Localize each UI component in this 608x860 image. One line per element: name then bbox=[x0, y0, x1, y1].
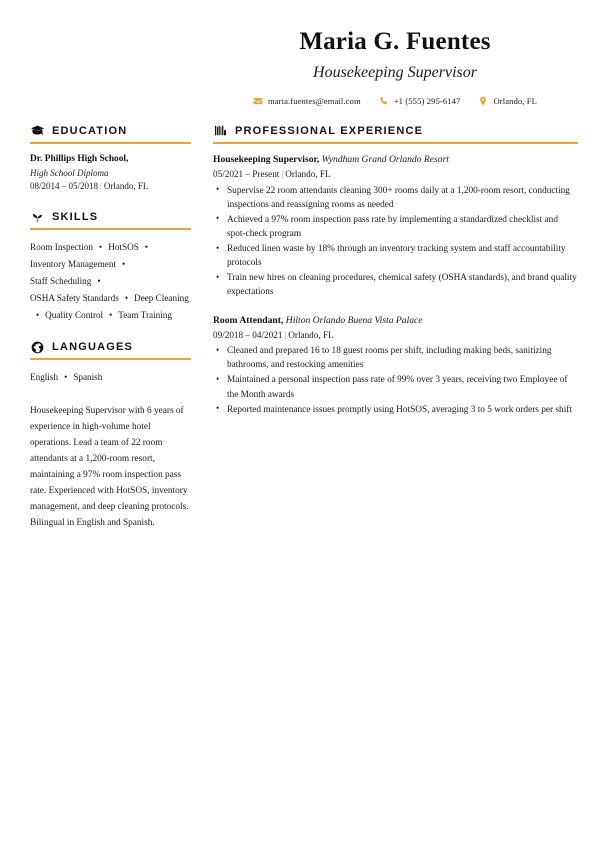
job-meta bbox=[213, 167, 578, 181]
job-company: Wyndham Grand Orlando Resort bbox=[321, 153, 449, 165]
sidebar-column bbox=[30, 124, 202, 532]
section-languages-header bbox=[30, 340, 191, 354]
phone-icon bbox=[379, 96, 389, 106]
contact-location-value: Orlando, FL bbox=[493, 95, 538, 106]
page-title: Maria G. Fuentes bbox=[299, 28, 491, 55]
list-item: Team Training bbox=[118, 310, 172, 321]
bullet-separator-icon: • bbox=[99, 242, 103, 252]
list-item: Deep Cleaning bbox=[133, 293, 189, 304]
bullet-separator-icon: • bbox=[36, 310, 40, 321]
list-item: • Reduced linen waste by 18% through an inventory tracking system and staff accountability protocols bbox=[213, 242, 578, 270]
list-item: English bbox=[30, 372, 59, 383]
globe-icon bbox=[30, 340, 44, 354]
seedling-icon bbox=[30, 210, 44, 224]
list-item: • Maintained a personal inspection pass rate of 99% over 3 years, receiving two Employee of the Month awards bbox=[213, 373, 578, 401]
contact-phone-value: +1 (555) 295-6147 bbox=[393, 95, 461, 106]
job-meta bbox=[213, 328, 578, 342]
section-education-header bbox=[30, 124, 191, 138]
list-item: • Reported maintenance issues promptly using HotSOS, averaging 3 to 5 work orders per shift bbox=[213, 403, 578, 417]
job-location: Orlando, FL bbox=[288, 329, 334, 340]
job-role: Housekeeping Supervisor, bbox=[213, 153, 320, 165]
job-location: Orlando, FL bbox=[285, 169, 331, 180]
list-item: Spanish bbox=[73, 372, 103, 383]
skills-list bbox=[30, 239, 191, 324]
section-experience-header bbox=[213, 124, 578, 138]
contact-location[interactable] bbox=[478, 96, 537, 106]
section-divider bbox=[30, 142, 191, 144]
list-item: • Supervise 22 room attendants cleaning 300+ rooms daily at a 1,200-room resort, conducting inspections and reassigning rooms as needed bbox=[213, 184, 578, 212]
education-dates: 08/2014 – 05/2018 bbox=[30, 181, 99, 192]
list-item: • Cleaned and prepared 16 to 18 guest rooms per shift, including making beds, sanitizing bathrooms, and restocking amenities bbox=[213, 344, 578, 372]
section-skills-header bbox=[30, 210, 191, 224]
section-languages bbox=[30, 340, 191, 386]
list-item: HotSOS bbox=[108, 242, 139, 252]
header-job-title: Housekeeping Supervisor bbox=[313, 63, 477, 81]
bullet-separator-icon: • bbox=[121, 259, 126, 270]
contact-phone[interactable] bbox=[379, 96, 461, 106]
education-meta bbox=[30, 180, 191, 194]
list-item: Staff Scheduling bbox=[30, 276, 92, 287]
experience-entry bbox=[213, 314, 578, 417]
list-item: • Achieved a 97% room inspection pass rate by implementing a standardized checklist and spot-check program bbox=[213, 213, 578, 241]
section-education bbox=[30, 124, 191, 194]
experience-column bbox=[202, 124, 578, 433]
list-item: • Train new hires on cleaning procedures, chemical safety (OSHA standards), and brand quality expectations bbox=[213, 271, 578, 299]
section-divider bbox=[30, 358, 191, 360]
resume-body bbox=[0, 106, 608, 532]
section-experience bbox=[213, 124, 578, 417]
languages-list bbox=[30, 369, 191, 386]
bullet-separator-icon: • bbox=[97, 276, 101, 287]
section-education-title: EDUCATION bbox=[52, 124, 128, 137]
job-separator: | bbox=[284, 329, 287, 340]
building-icon bbox=[213, 124, 227, 138]
job-separator: | bbox=[281, 169, 284, 180]
job-role: Room Attendant, bbox=[213, 314, 284, 326]
job-bullet-list bbox=[213, 184, 578, 300]
job-bullet-list bbox=[213, 344, 578, 417]
bullet-separator-icon: • bbox=[64, 372, 68, 383]
bullet-separator-icon: • bbox=[144, 242, 148, 252]
job-dates: 09/2018 – 04/2021 bbox=[213, 329, 283, 340]
education-location: Orlando, FL bbox=[103, 181, 149, 192]
graduation-cap-icon bbox=[30, 124, 44, 138]
education-school: Dr. Phillips High School, bbox=[30, 153, 129, 164]
envelope-icon bbox=[253, 96, 263, 106]
map-pin-icon bbox=[478, 96, 488, 106]
contact-email-value: maria.fuentes@email.com bbox=[267, 95, 361, 106]
job-company: Hilton Orlando Buena Vista Palace bbox=[285, 314, 423, 326]
section-experience-title: PROFESSIONAL EXPERIENCE bbox=[235, 124, 424, 137]
experience-entry bbox=[213, 153, 578, 300]
education-entry bbox=[30, 153, 191, 194]
education-degree: High School Diploma bbox=[30, 167, 109, 178]
education-separator: | bbox=[100, 181, 102, 192]
section-skills bbox=[30, 210, 191, 324]
bullet-separator-icon: • bbox=[124, 293, 128, 304]
contact-email[interactable] bbox=[253, 96, 361, 106]
section-languages-title: LANGUAGES bbox=[52, 341, 134, 354]
section-skills-title: SKILLS bbox=[52, 211, 99, 223]
job-dates: 05/2021 – Present bbox=[213, 169, 280, 180]
contact-row bbox=[212, 96, 578, 106]
professional-summary: Housekeeping Supervisor with 6 years of experience in high-volume hotel operations. Lead a team of 22 room attendants at a 1,200-room resort, maintaining a 97% room inspection pass rate. Experienced with HotSOS, inventory management, and deep cleaning protocols. Bilingual in English and Spanish. bbox=[30, 406, 189, 528]
resume-header bbox=[0, 0, 608, 106]
bullet-separator-icon: • bbox=[109, 310, 113, 321]
list-item: Quality Control bbox=[45, 310, 104, 321]
job-heading bbox=[213, 314, 578, 328]
job-heading bbox=[213, 153, 578, 167]
section-divider bbox=[213, 142, 578, 144]
list-item: OSHA Safety Standards bbox=[30, 293, 119, 304]
section-divider bbox=[30, 228, 191, 230]
list-item: Inventory Management bbox=[30, 259, 116, 270]
list-item: Room Inspection bbox=[30, 242, 94, 252]
